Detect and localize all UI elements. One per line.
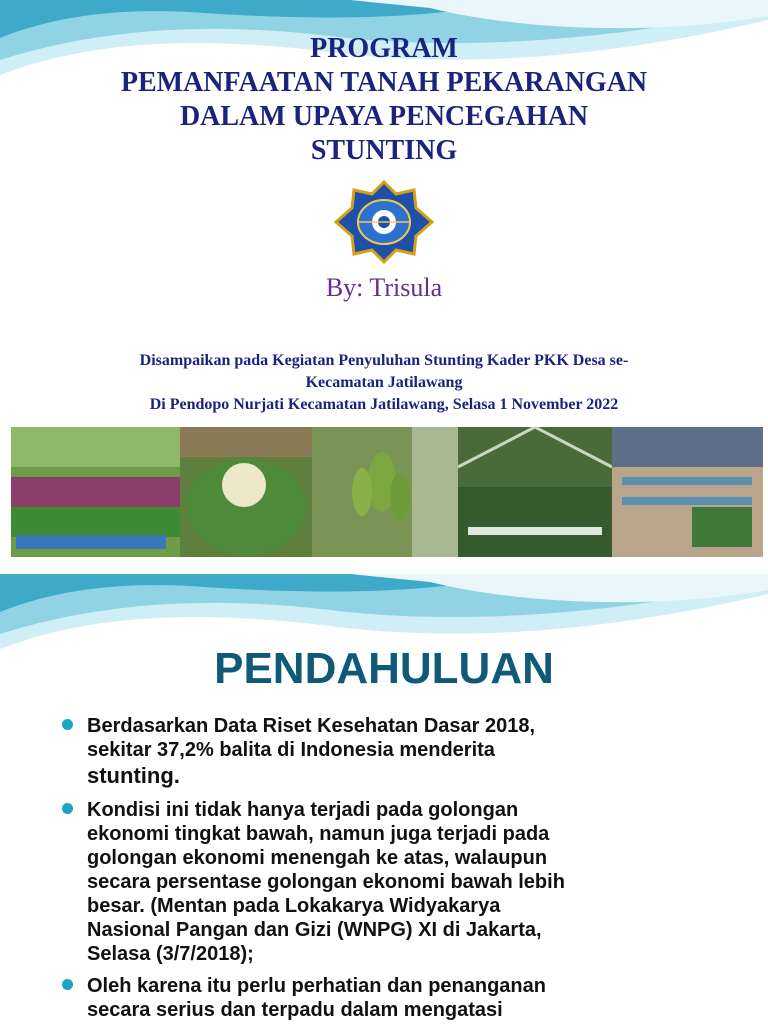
bullet-line: Selasa (3/7/2018); [87,943,254,965]
bullet-line: sekitar 37,2% balita di Indonesia menderita [87,739,495,761]
title-line: STUNTING [310,135,458,166]
bullet-line: secara serius dan terpadu dalam mengatasi [87,999,503,1021]
slide-title [0,32,768,168]
bullet-line: stunting. [87,763,180,788]
photo-vegetable-beds [11,427,180,557]
bullet-line: ekonomi tingkat bawah, namun juga terjadi pada [87,823,550,845]
bullet-line: secara persentase golongan ekonomi bawah lebih [87,871,565,893]
title-line: DALAM UPAYA PENCEGAHAN [179,101,589,132]
author-line: By: Trisula [325,273,443,302]
photo-greenhouse [458,427,612,557]
info-line: Disampaikan pada Kegiatan Penyuluhan Stunting Kader PKK Desa se- [139,352,629,369]
garden-photo-strip [11,427,763,557]
photo-cauliflower [180,427,312,557]
slide-heading: PENDAHULUAN [214,644,554,693]
photo-hydroponic [612,427,763,557]
info-line: Di Pendopo Nurjati Kecamatan Jatilawang, Selasa 1 November 2022 [149,396,619,413]
info-line: Kecamatan Jatilawang [305,374,463,391]
bullet-line: Nasional Pangan dan Gizi (WNPG) XI di Jakarta, [87,919,542,941]
bullet-line: Oleh karena itu perlu perhatian dan penanganan [87,975,546,997]
bullet-line: golongan ekonomi menengah ke atas, walaupun [87,847,548,869]
bullet-item [62,974,752,1022]
bullet-item [62,714,752,790]
bullet-line: Berdasarkan Data Riset Kesehatan Dasar 2018, [87,715,536,737]
bullet-item [62,798,752,966]
bullet-line: besar. (Mentan pada Lokakarya Widyakarya [87,895,501,917]
bullet-icon [62,719,73,730]
bullet-icon [62,803,73,814]
title-line: PROGRAM [310,33,458,64]
regency-emblem-icon [334,180,434,264]
bullet-icon [62,979,73,990]
bullet-line: Kondisi ini tidak hanya terjadi pada golongan [87,799,519,821]
photo-papaya [312,427,458,557]
introduction-slide [0,574,768,1024]
bullet-list [62,714,752,1024]
event-info [80,350,688,416]
title-line: PEMANFAATAN TANAH PEKARANGAN [120,67,648,98]
